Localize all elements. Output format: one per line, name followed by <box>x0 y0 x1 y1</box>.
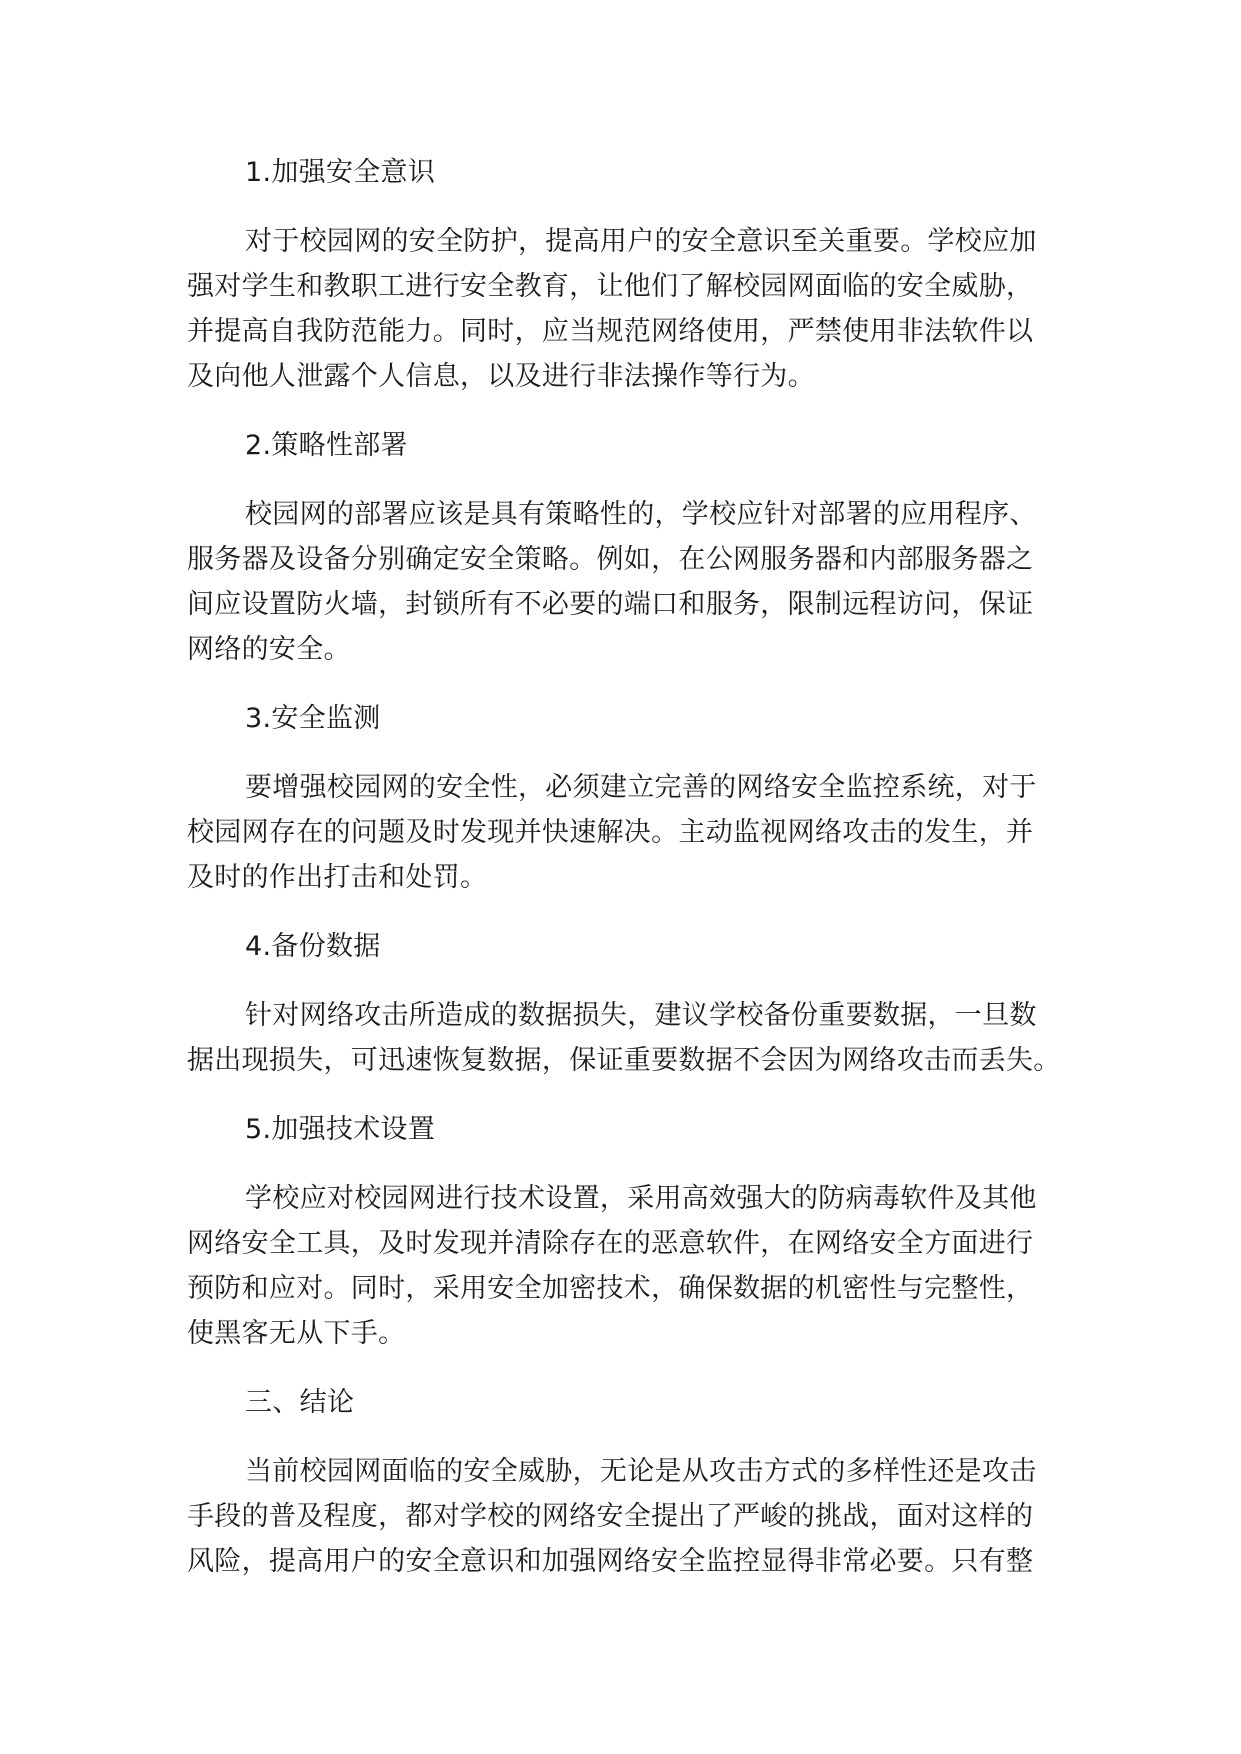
paragraph-line: 并提高自我防范能力。同时，应当规范网络使用，严禁使用非法软件以 <box>187 316 1034 347</box>
paragraph-2 <box>187 492 1067 672</box>
paragraph-line: 对于校园网的安全防护，提高用户的安全意识至关重要。学校应加 <box>245 226 1037 257</box>
paragraph-line: 校园网存在的问题及时发现并快速解决。主动监视网络攻击的发生，并 <box>187 817 1034 848</box>
paragraph-1 <box>187 219 1067 399</box>
paragraph-line: 当前校园网面临的安全威胁，无论是从攻击方式的多样性还是攻击 <box>245 1456 1037 1487</box>
paragraph-line: 据出现损失，可迅速恢复数据，保证重要数据不会因为网络攻击而丢失。 <box>187 1045 1061 1076</box>
paragraph-conclusion <box>187 1449 1067 1584</box>
paragraph-line: 间应设置防火墙，封锁所有不必要的端口和服务，限制远程访问，保证 <box>187 589 1034 620</box>
paragraph-line: 校园网的部署应该是具有策略性的，学校应针对部署的应用程序、 <box>245 499 1037 530</box>
document-body <box>187 150 1067 1608</box>
paragraph-line: 针对网络攻击所造成的数据损失，建议学校备份重要数据，一旦数 <box>245 1000 1037 1031</box>
section-heading-conclusion: 三、结论 <box>245 1387 355 1418</box>
paragraph-line: 及向他人泄露个人信息，以及进行非法操作等行为。 <box>187 361 815 392</box>
paragraph-5 <box>187 1176 1067 1356</box>
paragraph-line: 学校应对校园网进行技术设置，采用高效强大的防病毒软件及其他 <box>245 1183 1037 1214</box>
paragraph-line: 手段的普及程度，都对学校的网络安全提出了严峻的挑战，面对这样的 <box>187 1501 1034 1532</box>
paragraph-line: 服务器及设备分别确定安全策略。例如，在公网服务器和内部服务器之 <box>187 544 1034 575</box>
section-heading-2: 2.策略性部署 <box>245 430 408 461</box>
paragraph-3 <box>187 765 1067 900</box>
paragraph-line: 强对学生和教职工进行安全教育，让他们了解校园网面临的安全威胁， <box>187 271 1034 302</box>
paragraph-4 <box>187 993 1067 1083</box>
paragraph-line: 及时的作出打击和处罚。 <box>187 862 488 893</box>
paragraph-line: 要增强校园网的安全性，必须建立完善的网络安全监控系统，对于 <box>245 772 1037 803</box>
section-heading-3: 3.安全监测 <box>245 703 381 734</box>
section-heading-1: 1.加强安全意识 <box>245 157 436 188</box>
section-heading-5: 5.加强技术设置 <box>245 1114 436 1145</box>
paragraph-line: 网络安全工具，及时发现并清除存在的恶意软件，在网络安全方面进行 <box>187 1228 1034 1259</box>
section-heading-4: 4.备份数据 <box>245 931 381 962</box>
paragraph-line: 预防和应对。同时，采用安全加密技术，确保数据的机密性与完整性， <box>187 1273 1034 1304</box>
paragraph-line: 网络的安全。 <box>187 634 351 665</box>
paragraph-line: 风险，提高用户的安全意识和加强网络安全监控显得非常必要。只有整 <box>187 1546 1034 1577</box>
paragraph-line: 使黑客无从下手。 <box>187 1318 406 1349</box>
